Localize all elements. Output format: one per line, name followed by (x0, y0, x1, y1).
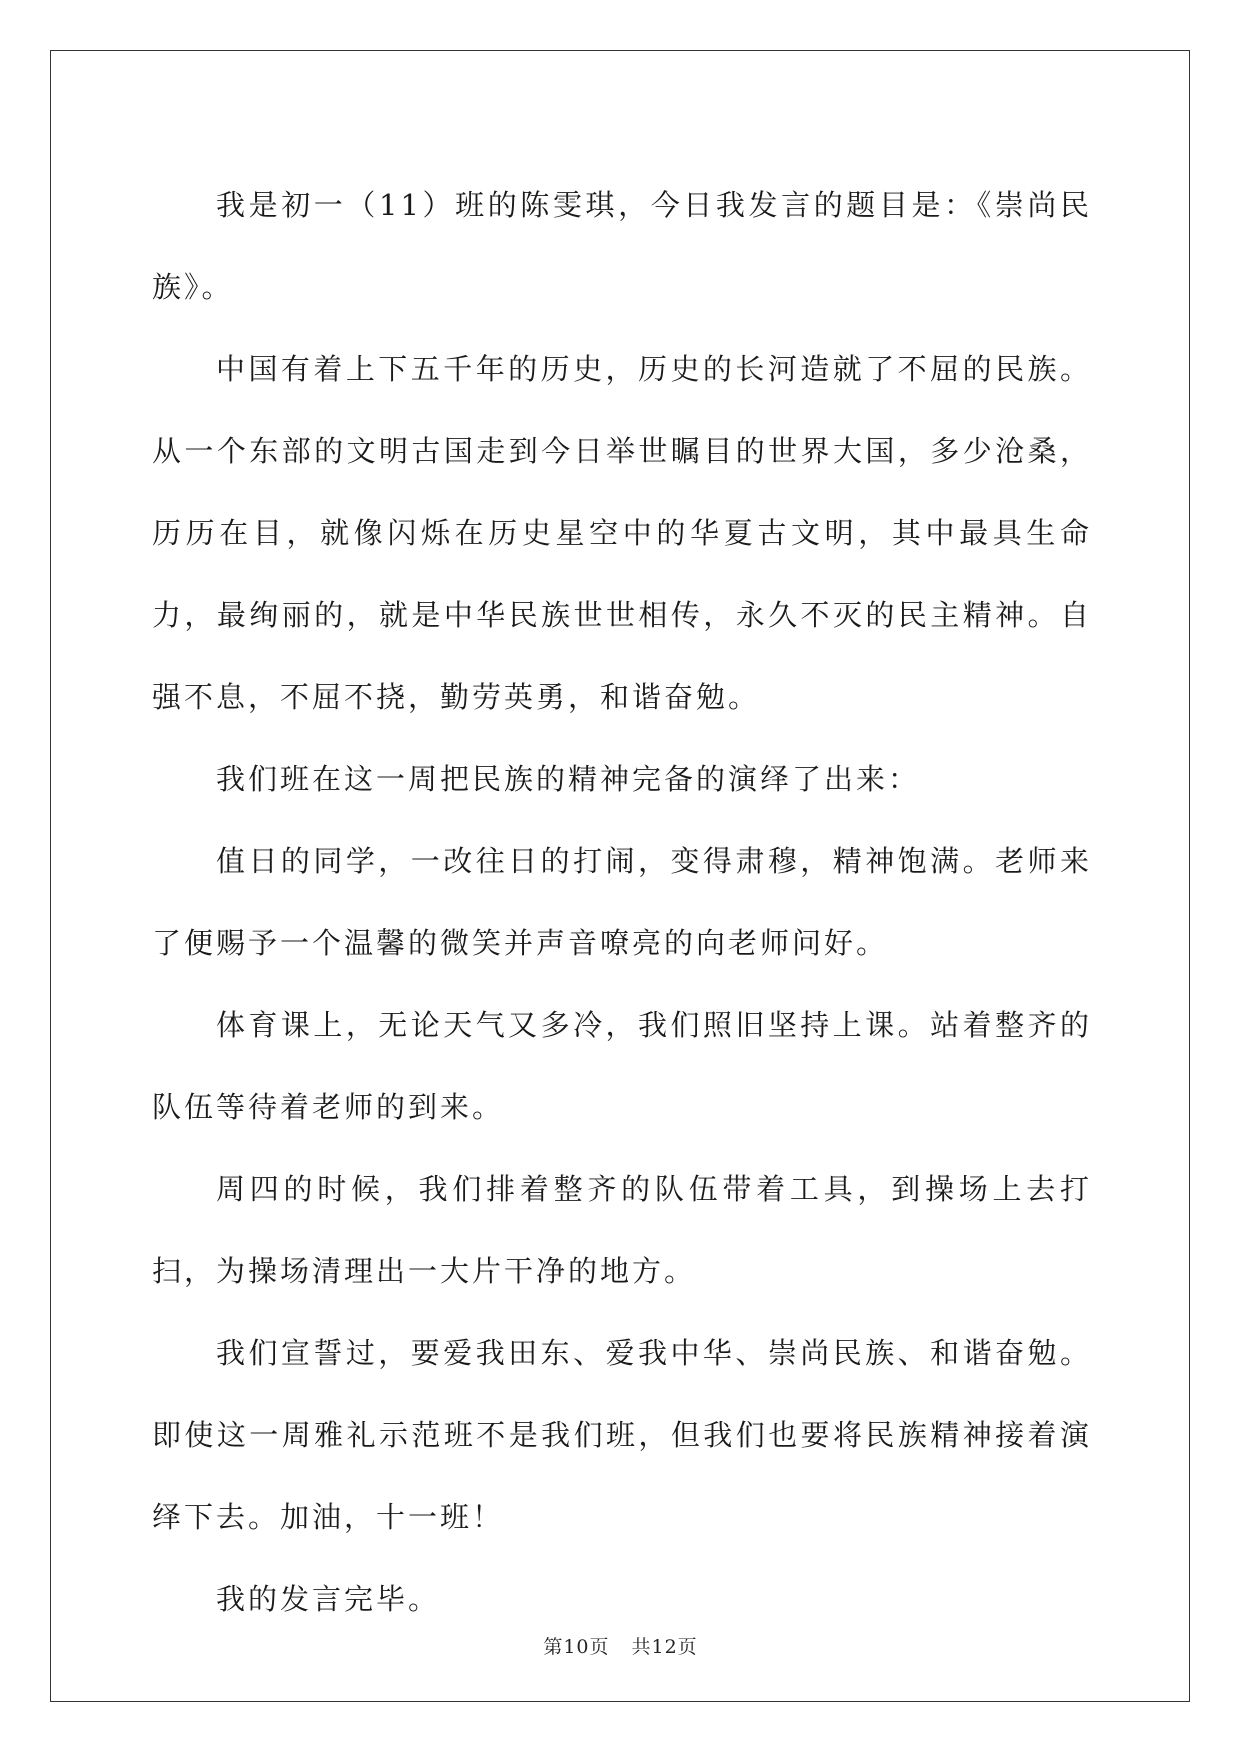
page-footer (0, 1632, 1241, 1659)
paragraph-closing: 我的发言完毕。 (216, 1582, 441, 1616)
paragraph-history: 中国有着上下五千年的历史，历史的长河造就了不屈的民族。从一个东部的文明古国走到今日举世瞩目的世界大国，多少沧桑，历历在目，就像闪烁在历史星空中的华夏古文明，其中最具生命力，最绚丽的，就是中华民族世世相传，永久不灭的民主精神。自强不息，不屈不挠，勤劳英勇，和谐奋勉。 (152, 352, 1092, 714)
paragraph-thursday: 周四的时候，我们排着整齐的队伍带着工具，到操场上去打扫，为操场清理出一大片干净的地方。 (152, 1172, 1092, 1288)
paragraph-intro: 我是初一（11）班的陈雯琪，今日我发言的题目是：《崇尚民族》。 (152, 188, 1092, 304)
page-number-current: 第10页 (543, 1636, 610, 1658)
document-body (152, 164, 1092, 1640)
page-number-total: 共12页 (631, 1636, 698, 1658)
paragraph-oath: 我们宣誓过，要爱我田东、爱我中华、崇尚民族、和谐奋勉。即使这一周雅礼示范班不是我们班，但我们也要将民族精神接着演绎下去。加油，十一班！ (152, 1336, 1092, 1534)
paragraph-class-week: 我们班在这一周把民族的精神完备的演绎了出来： (216, 762, 921, 796)
paragraph-duty-students: 值日的同学，一改往日的打闹，变得肃穆，精神饱满。老师来了便赐予一个温馨的微笑并声音嘹亮的向老师问好。 (152, 844, 1092, 960)
paragraph-pe-class: 体育课上，无论天气又多冷，我们照旧坚持上课。站着整齐的队伍等待着老师的到来。 (152, 1008, 1092, 1124)
